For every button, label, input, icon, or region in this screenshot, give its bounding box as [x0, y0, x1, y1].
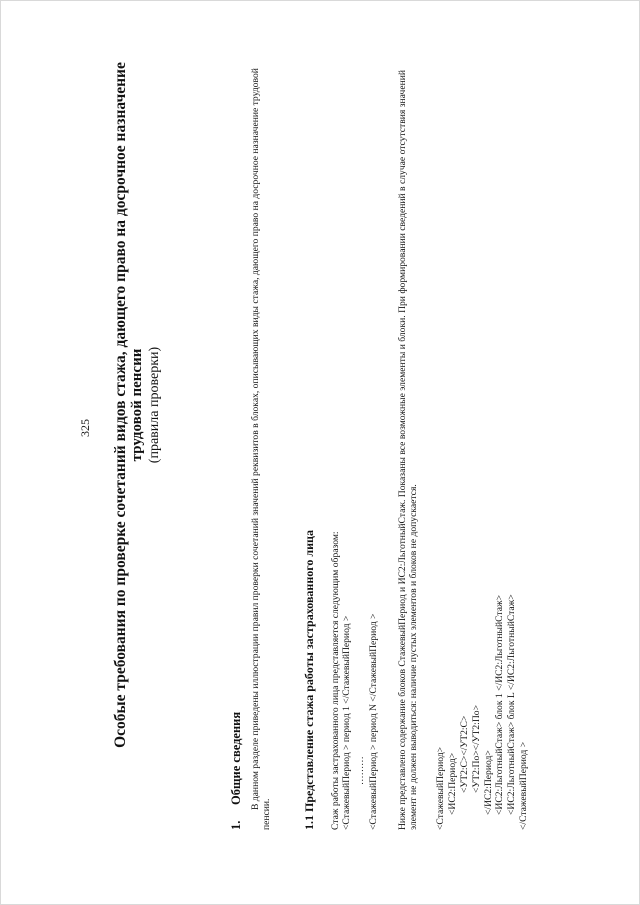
document-title: [112, 25, 163, 785]
code-line: <УТ2:По></УТ2:По>: [471, 705, 482, 793]
period-first-line: <СтажевыйПериод > период 1 </СтажевыйПериод >: [341, 615, 352, 830]
period-last-line: <СтажевыйПериод > период N </СтажевыйПериод >: [368, 613, 379, 830]
subsection-title: 1.1 Представление стажа работы застрахованного лица: [302, 530, 316, 830]
title-line-1: Особые требования по проверке сочетаний видов стажа, дающего право на досрочное назначение: [112, 62, 129, 748]
code-line: <УТ2:С></УТ2:С>: [459, 715, 470, 793]
note-paragraph: Ниже представлено содержание блоков СтажевыйПериод и ИС2:ЛьготныйСтаж. Показаны все возможные элементы и блоки. При формировании сведений в случае отсутствия значений элемент не должен выводиться: наличие пустых элементов и блоков не допускается.: [397, 70, 419, 830]
ellipsis-line: ………: [355, 756, 366, 785]
intro-paragraph: Стаж работы застрахованного лица представляется следующим образом:: [330, 531, 341, 830]
code-line: <СтажевыйПериод>: [435, 746, 446, 830]
code-line: <ИС2:ЛьготныйСтаж> блок L </ИС2:ЛьготныйСтаж>: [506, 594, 517, 815]
section-title: Общие сведения: [229, 711, 243, 805]
page-number: 325: [78, 419, 92, 437]
section-paragraph: В данном разделе приведены иллюстрации правил проверки сочетаний значений реквизитов в блоках, описывающих виды стажа, дающего право на досрочное назначение трудовой пенсии.: [250, 68, 272, 830]
section-number: 1.: [229, 820, 243, 830]
title-line-3: (правила проверки): [147, 346, 162, 464]
code-line: <ИС2:ЛьготныйСтаж> блок 1 </ИС2:ЛьготныйСтаж>: [494, 594, 505, 815]
title-line-2: трудовой пенсии: [129, 348, 145, 462]
code-line: </СтажевыйПериод >: [518, 741, 529, 830]
code-line: </ИС2:Период>: [483, 750, 494, 815]
code-line: <ИС2:Период>: [447, 752, 458, 815]
